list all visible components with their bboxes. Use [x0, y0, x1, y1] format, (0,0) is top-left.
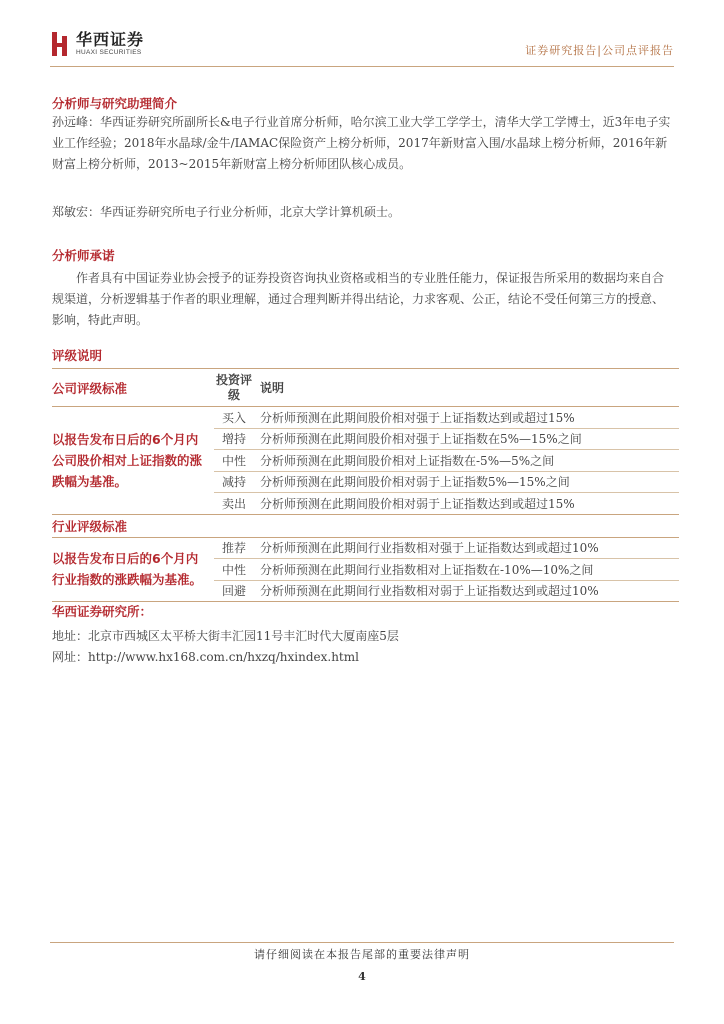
legal-notice: 请仔细阅读在本报告尾部的重要法律声明 — [254, 948, 470, 961]
header-divider — [50, 66, 674, 67]
analyst-intro-p1: 孙远峰：华西证券研究所副所长&电子行业首席分析师，哈尔滨工业大学工学学士，清华大学工学博士，近3年电子实业工作经验；2018年水晶球/金牛/IAMAC保险资产上榜分析师，2017年新财富入围/水晶球上榜分析师，2016年新财富上榜分析师，2013~2015年新财富上榜分析师团队核心成员。 — [52, 115, 671, 171]
industry-rating-desc: 以报告发布日后的6个月内行业指数的涨跌幅为基准。 — [52, 537, 214, 602]
analyst-intro-title: 分析师与研究助理简介 — [52, 96, 178, 111]
rating-desc: 分析师预测在此期间股价相对弱于上证指数5%—15%之间 — [254, 471, 679, 493]
institute-website[interactable]: 网址：http://www.hx168.com.cn/hxzq/hxindex.html — [52, 650, 359, 664]
rating-desc: 分析师预测在此期间股价相对强于上证指数达到或超过15% — [254, 407, 679, 429]
rating-rank: 中性 — [214, 559, 254, 581]
rating-rank: 减持 — [214, 471, 254, 493]
logo — [50, 30, 144, 58]
rating-rank: 中性 — [214, 450, 254, 472]
company-rating-header: 公司评级标准 — [52, 369, 214, 407]
page-header — [50, 30, 674, 64]
rating-desc: 分析师预测在此期间行业指数相对弱于上证指数达到或超过10% — [254, 580, 679, 602]
footer-divider — [50, 942, 674, 943]
rating-desc: 分析师预测在此期间行业指数相对强于上证指数达到或超过10% — [254, 537, 679, 559]
rating-rank: 卖出 — [214, 493, 254, 515]
institute-title: 华西证券研究所： — [52, 604, 153, 619]
institute-address: 地址：北京市西城区太平桥大街丰汇园11号丰汇时代大厦南座5层 — [52, 629, 399, 643]
logo-cn: 华西证券 — [76, 30, 145, 49]
rating-table — [52, 368, 679, 602]
rating-rank: 增持 — [214, 428, 254, 450]
col-explain: 说明 — [254, 369, 679, 407]
page-number: 4 — [358, 970, 366, 983]
commitment-text: 作者具有中国证券业协会授予的证券投资咨询执业资格或相当的专业胜任能力，保证报告所采用的数据均来自合规渠道，分析逻辑基于作者的职业理解，通过合理判断并得出结论，力求客观、公正，结论不受任何第三方的授意、影响，特此声明。 — [52, 271, 665, 327]
col-rating: 投资评级 — [214, 369, 254, 407]
rating-desc: 分析师预测在此期间行业指数相对上证指数在-10%—10%之间 — [254, 559, 679, 581]
rating-title: 评级说明 — [52, 348, 103, 363]
report-type: 证券研究报告|公司点评报告 — [525, 44, 674, 57]
rating-rank: 回避 — [214, 580, 254, 602]
industry-rating-header: 行业评级标准 — [52, 514, 679, 537]
rating-desc: 分析师预测在此期间股价相对强于上证指数在5%—15%之间 — [254, 428, 679, 450]
rating-desc: 分析师预测在此期间股价相对上证指数在-5%—5%之间 — [254, 450, 679, 472]
rating-rank: 推荐 — [214, 537, 254, 559]
company-rating-desc: 以报告发布日后的6个月内公司股价相对上证指数的涨跌幅为基准。 — [52, 407, 214, 515]
analyst-intro-p2: 郑敏宏：华西证券研究所电子行业分析师，北京大学计算机硕士。 — [52, 205, 401, 219]
rating-rank: 买入 — [214, 407, 254, 429]
logo-en: HUAXI SECURITIES — [76, 49, 142, 56]
commitment-title: 分析师承诺 — [52, 248, 115, 263]
rating-desc: 分析师预测在此期间股价相对弱于上证指数达到或超过15% — [254, 493, 679, 515]
huaxi-logo-icon — [50, 30, 70, 58]
